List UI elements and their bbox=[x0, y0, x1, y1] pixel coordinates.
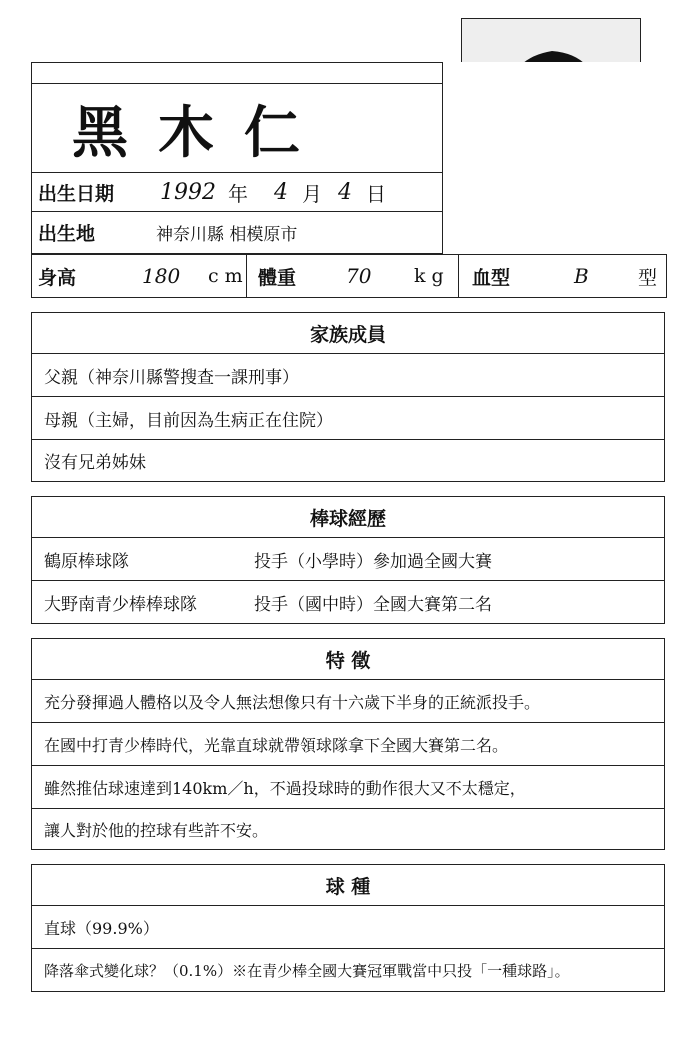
birthplace-label: 出生地 bbox=[38, 223, 96, 245]
weight-label: 體重 bbox=[258, 266, 297, 289]
stats-row bbox=[31, 254, 667, 298]
trait-item: 雖然推估球速達到140km／h，不過投球時的動作很大又不太穩定， bbox=[32, 765, 664, 808]
height-label: 身高 bbox=[38, 266, 77, 289]
trait-item: 充分發揮過人體格以及令人無法想像只有十六歲下半身的正統派投手。 bbox=[32, 679, 664, 722]
pitch-item: 降落傘式變化球？（0.1%）※在青少棒全國大賽冠軍戰當中只投「一種球路」。 bbox=[32, 948, 664, 991]
year-unit: 年 bbox=[228, 181, 248, 206]
blood-value: B bbox=[574, 264, 589, 288]
family-section bbox=[31, 312, 665, 482]
traits-title: 特 徵 bbox=[325, 649, 371, 672]
history-item bbox=[32, 580, 664, 623]
birth-year: 1992 bbox=[160, 179, 216, 205]
blood-label: 血型 bbox=[472, 266, 511, 289]
character-name: 黑木仁 bbox=[72, 100, 330, 166]
birth-month: 4 bbox=[274, 179, 288, 205]
traits-section bbox=[31, 638, 665, 850]
weight-unit: kg bbox=[414, 265, 450, 287]
trait-item: 在國中打青少棒時代，光靠直球就帶領球隊拿下全國大賽第二名。 bbox=[32, 722, 664, 765]
birthdate-label: 出生日期 bbox=[38, 182, 115, 205]
weight-value: 70 bbox=[346, 264, 372, 288]
baseball-title: 棒球經歷 bbox=[309, 507, 386, 530]
baseball-history-section bbox=[31, 496, 665, 624]
birth-day: 4 bbox=[338, 179, 352, 205]
trait-item: 讓人對於他的控球有些許不安。 bbox=[32, 808, 664, 849]
team-detail: 投手（國中時）全國大賽第二名 bbox=[254, 594, 492, 615]
height-unit: cm bbox=[208, 265, 249, 287]
family-title: 家族成員 bbox=[309, 323, 386, 346]
profile-card bbox=[31, 62, 667, 298]
month-unit: 月 bbox=[302, 181, 322, 206]
pitches-title: 球 種 bbox=[325, 875, 371, 898]
birthdate-row bbox=[31, 172, 443, 212]
team-name: 鶴原棒球隊 bbox=[44, 551, 129, 572]
team-name: 大野南青少棒棒球隊 bbox=[44, 594, 197, 615]
pitch-item: 直球（99.9%） bbox=[32, 905, 664, 948]
birthplace-row bbox=[31, 212, 443, 254]
birthplace-value: 神奈川縣 相模原市 bbox=[156, 225, 298, 245]
history-item bbox=[32, 537, 664, 580]
blood-unit: 型 bbox=[638, 266, 658, 289]
day-unit: 日 bbox=[366, 181, 386, 206]
height-value: 180 bbox=[142, 264, 181, 288]
family-item: 母親（主婦，目前因為生病正在住院） bbox=[32, 396, 664, 439]
team-detail: 投手（小學時）參加過全國大賽 bbox=[254, 551, 492, 572]
family-item: 父親（神奈川縣警搜查一課刑事） bbox=[32, 353, 664, 396]
family-item: 沒有兄弟姊妹 bbox=[32, 439, 664, 481]
pitch-types-section bbox=[31, 864, 665, 992]
